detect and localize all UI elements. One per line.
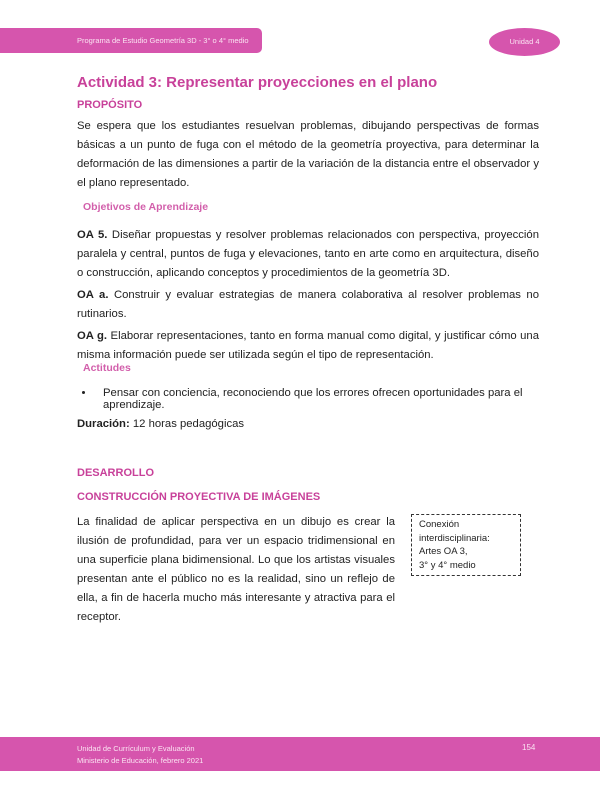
- duration-label: Duración:: [77, 418, 130, 430]
- duration: [77, 415, 539, 434]
- objective-oag: [77, 327, 539, 365]
- objective-text: Construir y evaluar estrategias de manera colaborativa al resolver problemas no rutinarios.: [77, 289, 539, 320]
- objective-oaa: [77, 286, 539, 324]
- objective-oa5: [77, 226, 539, 283]
- objective-text: Diseñar propuestas y resolver problemas relacionados con perspectiva, proyección paralela y central, puntos de fuga y elevaciones, tanto en arte como en arquitectura, diseño o construcción, aplicando conceptos y procedimientos de la geometría 3D.: [77, 229, 539, 279]
- connection-line: Artes OA 3,: [419, 546, 468, 557]
- page-title: Actividad 3: Representar proyecciones en el plano: [77, 74, 438, 91]
- attitude-item: • Pensar con conciencia, reconociendo que los errores ofrecen oportunidades para el aprendizaje.: [95, 387, 539, 411]
- connection-line: interdisciplinaria:: [419, 532, 490, 544]
- objectives-list: [77, 226, 539, 365]
- program-title: Programa de Estudio Geometría 3D - 3° o 4° medio: [77, 36, 249, 45]
- connection-line: Conexión: [419, 519, 460, 530]
- unit-badge: Unidad 4: [489, 28, 560, 56]
- attitudes-heading: Actitudes: [83, 362, 131, 374]
- page-number: 154: [522, 743, 536, 752]
- objective-code: OA g.: [77, 330, 108, 342]
- objective-text: Elaborar representaciones, tanto en forma manual como digital, y justificar cómo una misma información puede ser utilizada según el tipo de representación.: [77, 330, 539, 361]
- footer-ministry: Ministerio de Educación, febrero 2021: [77, 756, 204, 765]
- purpose-heading: PROPÓSITO: [77, 99, 143, 111]
- connection-line: 3° y 4° medio: [419, 559, 476, 571]
- purpose-text: Se espera que los estudiantes resuelvan problemas, dibujando perspectivas de formas básicas a un punto de fuga con el método de la geometría proyectiva, para determinar la deformación de las dimensiones a partir de la variación de la distancia entre el observador y el plano representado.: [77, 120, 539, 189]
- development-heading: DESARROLLO: [77, 467, 154, 479]
- objective-code: OA 5.: [77, 229, 108, 241]
- footer-unit: Unidad de Currículum y Evaluación: [77, 744, 195, 753]
- development-subheading: CONSTRUCCIÓN PROYECTIVA DE IMÁGENES: [77, 491, 321, 503]
- objectives-heading: Objetivos de Aprendizaje: [83, 201, 209, 213]
- header-bar: [0, 28, 262, 53]
- development-text: La finalidad de aplicar perspectiva en un dibujo es crear la ilusión de profundidad, para ver un espacio tridimensional en una superficie plana bidimensional. Lo que los artistas visuales presentan ante el público no es la realidad, sino un reflejo de ella, a fin de hacerla mucho más interesante y atractiva para el receptor.: [77, 516, 395, 623]
- footer-bar: [0, 737, 600, 771]
- duration-value: 12 horas pedagógicas: [129, 418, 245, 430]
- objective-code: OA a.: [77, 289, 109, 301]
- interdisciplinary-connection-box: [411, 514, 521, 576]
